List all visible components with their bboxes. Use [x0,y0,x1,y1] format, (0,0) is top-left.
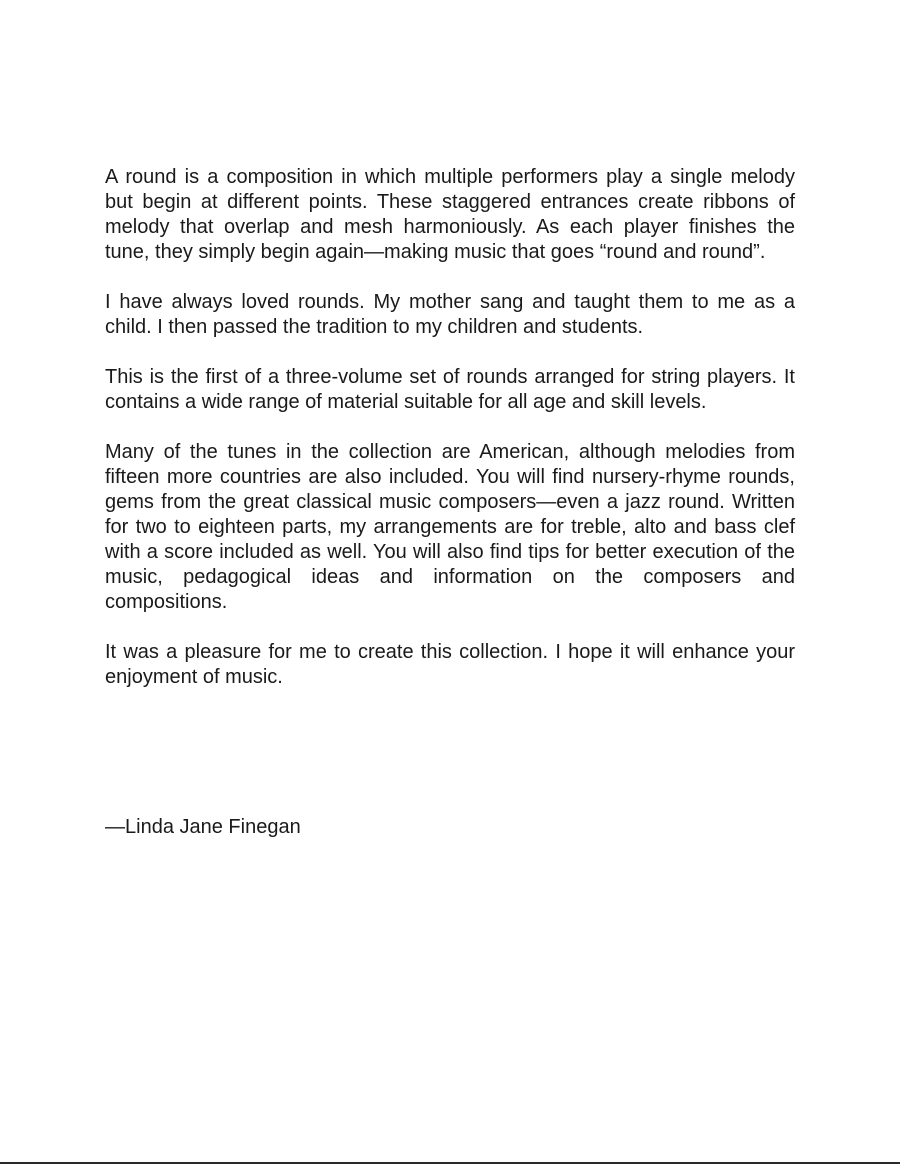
paragraph-intro: A round is a composition in which multiple performers play a single melody but begin at different points. These staggered entrances create ribbons of melody that overlap and mesh harmoniously. As each player finishes the tune, they simply begin again—making music that goes “round and round”. [105,166,795,263]
paragraph-love-of-rounds: I have always loved rounds. My mother sang and taught them to me as a child. I then passed the tradition to my children and students. [105,291,795,338]
author-signature: —Linda Jane Finegan [105,816,301,838]
paragraph-volume-info: This is the first of a three-volume set of rounds arranged for string players. It contains a wide range of material suitable for all age and skill levels. [105,366,795,413]
paragraph-collection-contents: Many of the tunes in the collection are American, although melodies from fifteen more countries are also included. You will find nursery-rhyme rounds, gems from the great classical music composers—even a jazz round. Written for two to eighteen parts, my arrangements are for treble, alto and bass clef with a score included as well. You will also find tips for better execution of the music, pedagogical ideas and information on the composers and compositions. [105,441,795,613]
document-body [105,165,795,715]
paragraph-closing: It was a pleasure for me to create this collection. I hope it will enhance your enjoyment of music. [105,641,795,688]
